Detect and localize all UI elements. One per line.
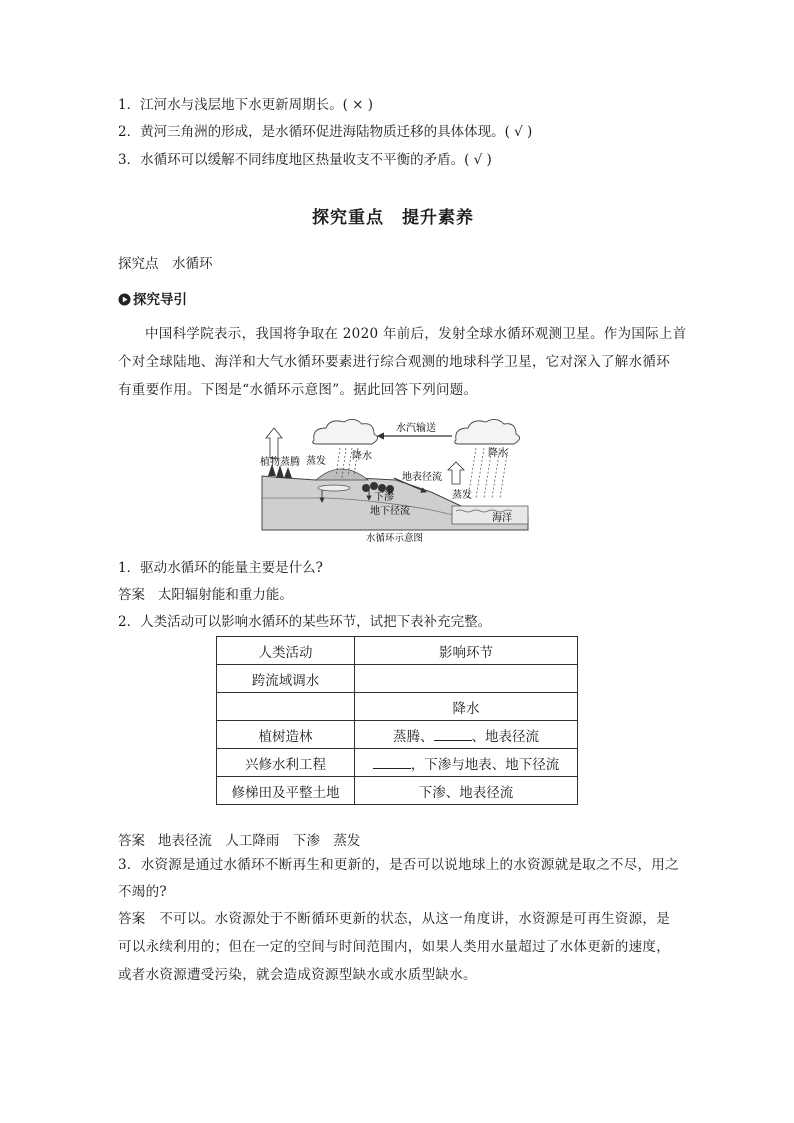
topic-heading: 探究点 水循环 [118,256,213,272]
q2-question: 2．人类活动可以影响水循环的某些环节，试把下表补充完整。 [118,614,492,630]
table-cell: 修梯田及平整土地 [217,777,355,805]
water-cycle-diagram [256,418,536,544]
guide-label: 探究导引 [133,292,187,308]
section-title: 探究重点 提升素养 [312,208,474,228]
q2-answer [118,831,360,851]
q3-answer-line-1 [118,905,670,933]
table-header: 影响环节 [355,637,578,665]
q1-answer [118,585,293,605]
table-header: 人类活动 [217,637,355,665]
table-cell: ，下渗与地表、地下径流 [355,749,578,777]
q3-answer-line-2: 可以永续利用的；但在一定的空间与时间范围内，如果人类用水量超过了水体更新的速度， [118,939,670,955]
guide-heading [118,290,187,310]
table-cell [355,665,578,693]
label-surface-runoff: 地表径流 [402,472,442,483]
q3-question-line-2: 不竭的? [118,884,167,900]
table-cell: 降水 [355,693,578,721]
label-ocean: 海洋 [492,513,512,524]
play-circle-icon [118,293,131,306]
cloud-right [455,419,520,444]
table-row [217,693,578,721]
label-rain-right: 降水 [488,448,508,459]
table-row [217,721,578,749]
label-rain-left: 降水 [352,451,372,462]
answer-label: 答案 [118,587,145,603]
q3-answer-line-3: 或者水资源遭受污染，就会造成资源型缺水或水质型缺水。 [118,967,477,983]
hill [316,469,368,480]
ocean-water [452,506,528,524]
q1-question: 1．驱动水循环的能量主要是什么? [118,560,323,576]
answer-text: 不可以。水资源处于不断循环更新的状态，从这一角度讲，水资源是可再生资源，是 [159,911,670,927]
table-row [217,777,578,805]
table-cell: 蒸腾、 、地表径流 [355,721,578,749]
label-veg-evap: 植物蒸腾 [260,457,300,468]
answer-label: 答案 [118,911,146,927]
cloud-left [313,419,378,444]
intro-line-2: 个对全球陆地、海洋和大气水循环要素进行综合观测的地球科学卫星，它对深入了解水循环 [118,354,670,370]
intro-line-3: 有重要作用。下图是“水循环示意图”。据此回答下列问题。 [118,382,478,398]
blank-line [434,726,472,741]
table-row [217,665,578,693]
table-row [217,749,578,777]
label-evap-left: 蒸发 [306,456,326,467]
review-item-3: 3．水循环可以缓解不同纬度地区热量收支不平衡的矛盾。( √ ) [118,152,492,168]
blank-line [373,754,411,769]
answer-text: 地表径流 人工降雨 下渗 蒸发 [157,833,361,849]
label-evap-right: 蒸发 [452,490,472,501]
figure-caption: 水循环示意图 [366,533,424,544]
q3-question-line-1: 3．水资源是通过水循环不断再生和更新的，是否可以说地球上的水资源就是取之不尽，用之 [118,857,679,873]
review-item-1: 1．江河水与浅层地下水更新周期长。( × ) [118,97,374,113]
table-cell: 植树造林 [217,721,355,749]
veg-evap-arrow [266,428,282,458]
table-header-row [217,637,578,665]
table-cell: 跨流域调水 [217,665,355,693]
table-cell: 兴修水利工程 [217,749,355,777]
table-cell: 下渗、地表径流 [355,777,578,805]
review-item-2: 2．黄河三角洲的形成，是水循环促进海陆物质迁移的具体体现。( √ ) [118,124,533,140]
intro-line-1: 中国科学院表示，我国将争取在 2020 年前后，发射全球水循环观测卫星。作为国际上首 [145,326,687,342]
label-ground-runoff: 地下径流 [370,506,410,517]
answer-label: 答案 [118,833,145,849]
table-cell [217,693,355,721]
answer-text: 太阳辐射能和重力能。 [157,587,293,603]
label-transport: 水汽输送 [396,423,436,434]
label-infiltration: 下渗 [374,492,394,503]
lake [318,485,350,491]
evap-arrow-right [448,462,464,484]
human-activity-table [216,636,578,805]
